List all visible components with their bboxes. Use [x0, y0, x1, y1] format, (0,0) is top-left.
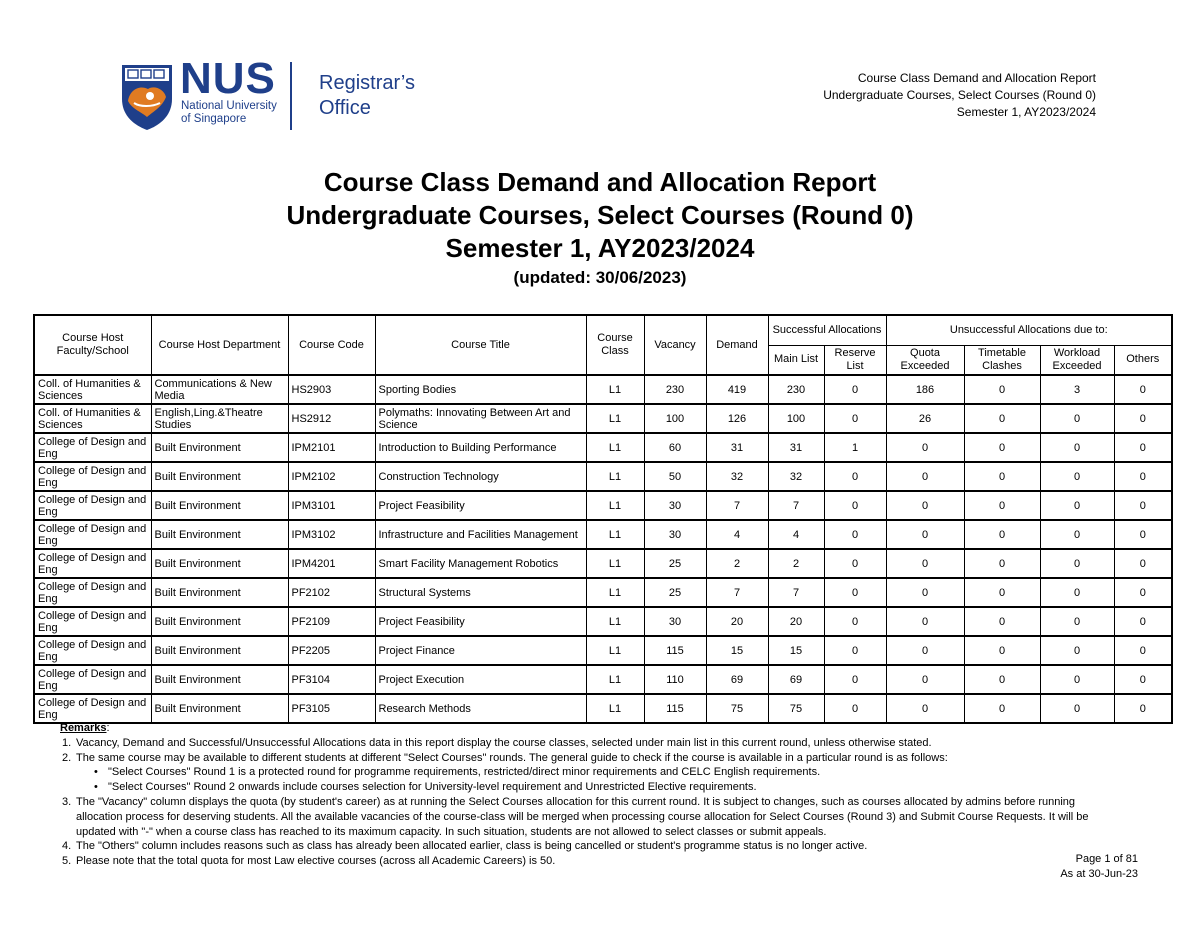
cell-course-code: IPM3102: [288, 520, 375, 549]
remark-number: 5.: [62, 855, 72, 868]
cell-workload-exceeded: 3: [1040, 375, 1114, 404]
header-main-list: Main List: [768, 345, 824, 375]
cell-vacancy: 30: [644, 491, 706, 520]
cell-vacancy: 115: [644, 636, 706, 665]
table-row: [34, 636, 1172, 665]
cell-main-list: 100: [768, 404, 824, 433]
cell-department: Built Environment: [151, 549, 288, 578]
cell-demand: 75: [706, 694, 768, 723]
cell-quota-exceeded: 0: [886, 694, 964, 723]
office-name-line2: Office: [319, 97, 371, 119]
cell-faculty: Coll. of Humanities & Sciences: [34, 375, 151, 404]
cell-reserve-list: 0: [824, 636, 886, 665]
cell-quota-exceeded: 0: [886, 491, 964, 520]
remarks-colon: :: [106, 722, 110, 734]
as-at-date: As at 30-Jun-23: [1060, 867, 1138, 880]
cell-course-title: Project Feasibility: [375, 491, 586, 520]
updated-date: (updated: 30/06/2023): [513, 268, 687, 287]
remark-bullet: [60, 765, 1140, 780]
cell-course-class: L1: [586, 433, 644, 462]
remark-item: [60, 795, 1100, 839]
cell-reserve-list: 0: [824, 375, 886, 404]
cell-others: 0: [1114, 636, 1172, 665]
cell-course-class: L1: [586, 665, 644, 694]
remark-number: 2.: [62, 751, 72, 764]
cell-vacancy: 60: [644, 433, 706, 462]
cell-faculty: College of Design and Eng: [34, 491, 151, 520]
cell-demand: 126: [706, 404, 768, 433]
cell-demand: 20: [706, 607, 768, 636]
header-demand: Demand: [706, 315, 768, 375]
table-row: [34, 375, 1172, 404]
cell-department: Built Environment: [151, 607, 288, 636]
cell-main-list: 20: [768, 607, 824, 636]
cell-course-class: L1: [586, 462, 644, 491]
cell-timetable-clashes: 0: [964, 665, 1040, 694]
bullet-icon: •: [94, 766, 98, 779]
cell-reserve-list: 0: [824, 462, 886, 491]
header-course-code: Course Code: [288, 315, 375, 375]
cell-demand: 2: [706, 549, 768, 578]
cell-quota-exceeded: 0: [886, 520, 964, 549]
cell-faculty: College of Design and Eng: [34, 549, 151, 578]
cell-faculty: College of Design and Eng: [34, 607, 151, 636]
cell-workload-exceeded: 0: [1040, 665, 1114, 694]
header-vacancy: Vacancy: [644, 315, 706, 375]
nus-registrar-logo: [120, 54, 440, 136]
remarks-label: Remarks: [60, 722, 107, 734]
cell-vacancy: 110: [644, 665, 706, 694]
remark-text: The "Vacancy" column displays the quota (by student's career) as at running the Select Courses allocation for this current round. It is subject to changes, such as courses allocated by admins before running allocation process for deserving students. All the available vacancies of the course-class will be merged when processing course allocation for Select Courses (Round 3) and Submit Course Requests. It will be updated with "-" when a course class has reached to its maximum capacity. In such situation, students are not allowed to select classes or submit appeals.: [76, 795, 1089, 838]
cell-course-code: PF3104: [288, 665, 375, 694]
running-header-line2: Undergraduate Courses, Select Courses (Round 0): [823, 88, 1096, 102]
header-faculty: Course Host Faculty/School: [34, 315, 151, 375]
cell-reserve-list: 0: [824, 665, 886, 694]
bullet-icon: •: [94, 781, 98, 794]
remark-bullet-text: "Select Courses" Round 1 is a protected round for programme requirements, restricted/direct minor requirements and CELC English requirements.: [108, 766, 821, 779]
cell-timetable-clashes: 0: [964, 607, 1040, 636]
cell-vacancy: 50: [644, 462, 706, 491]
title-line3: Semester 1, AY2023/2024: [445, 233, 755, 263]
university-name-line1: National University: [181, 100, 277, 112]
header-timetable-clashes: Timetable Clashes: [964, 345, 1040, 375]
cell-course-code: PF2102: [288, 578, 375, 607]
cell-quota-exceeded: 0: [886, 433, 964, 462]
cell-course-title: Project Feasibility: [375, 607, 586, 636]
page-footer: [1060, 852, 1138, 882]
cell-course-title: Introduction to Building Performance: [375, 433, 586, 462]
header-reserve-list: Reserve List: [824, 345, 886, 375]
cell-vacancy: 115: [644, 694, 706, 723]
cell-faculty: College of Design and Eng: [34, 665, 151, 694]
cell-course-title: Construction Technology: [375, 462, 586, 491]
cell-quota-exceeded: 0: [886, 462, 964, 491]
remark-number: 3.: [62, 795, 72, 808]
cell-demand: 7: [706, 491, 768, 520]
cell-timetable-clashes: 0: [964, 578, 1040, 607]
cell-quota-exceeded: 186: [886, 375, 964, 404]
cell-course-code: IPM2101: [288, 433, 375, 462]
cell-vacancy: 30: [644, 520, 706, 549]
cell-workload-exceeded: 0: [1040, 607, 1114, 636]
cell-reserve-list: 0: [824, 520, 886, 549]
remarks-section: [60, 721, 1140, 869]
university-name-line2: of Singapore: [181, 113, 247, 125]
title-line1: Course Class Demand and Allocation Report: [323, 167, 877, 197]
cell-main-list: 230: [768, 375, 824, 404]
header-unsuccessful-allocations: Unsuccessful Allocations due to:: [886, 315, 1172, 345]
cell-faculty: College of Design and Eng: [34, 433, 151, 462]
cell-quota-exceeded: 0: [886, 665, 964, 694]
cell-faculty: College of Design and Eng: [34, 578, 151, 607]
header-course-class: Course Class: [586, 315, 644, 375]
header-quota-exceeded: Quota Exceeded: [886, 345, 964, 375]
cell-reserve-list: 1: [824, 433, 886, 462]
cell-timetable-clashes: 0: [964, 694, 1040, 723]
cell-others: 0: [1114, 433, 1172, 462]
cell-course-code: PF2109: [288, 607, 375, 636]
cell-vacancy: 230: [644, 375, 706, 404]
cell-department: English,Ling.&Theatre Studies: [151, 404, 288, 433]
cell-course-code: IPM4201: [288, 549, 375, 578]
cell-reserve-list: 0: [824, 578, 886, 607]
running-header: [823, 70, 1096, 121]
cell-quota-exceeded: 0: [886, 578, 964, 607]
cell-reserve-list: 0: [824, 491, 886, 520]
cell-faculty: Coll. of Humanities & Sciences: [34, 404, 151, 433]
remark-item: [60, 736, 1140, 751]
running-header-line3: Semester 1, AY2023/2024: [956, 105, 1096, 119]
cell-course-code: HS2903: [288, 375, 375, 404]
cell-course-title: Sporting Bodies: [375, 375, 586, 404]
cell-main-list: 2: [768, 549, 824, 578]
cell-course-title: Project Finance: [375, 636, 586, 665]
cell-main-list: 15: [768, 636, 824, 665]
office-name-line1: Registrar’s: [319, 72, 415, 94]
cell-others: 0: [1114, 404, 1172, 433]
cell-timetable-clashes: 0: [964, 636, 1040, 665]
remark-item: [60, 839, 1140, 854]
cell-timetable-clashes: 0: [964, 462, 1040, 491]
header-department: Course Host Department: [151, 315, 288, 375]
cell-workload-exceeded: 0: [1040, 462, 1114, 491]
cell-workload-exceeded: 0: [1040, 433, 1114, 462]
cell-demand: 419: [706, 375, 768, 404]
cell-course-class: L1: [586, 636, 644, 665]
cell-others: 0: [1114, 694, 1172, 723]
table-row: [34, 665, 1172, 694]
cell-department: Built Environment: [151, 491, 288, 520]
cell-reserve-list: 0: [824, 694, 886, 723]
page-number: Page 1 of 81: [1075, 853, 1138, 865]
cell-demand: 15: [706, 636, 768, 665]
cell-others: 0: [1114, 665, 1172, 694]
cell-quota-exceeded: 0: [886, 636, 964, 665]
cell-others: 0: [1114, 491, 1172, 520]
cell-course-title: Polymaths: Innovating Between Art and Science: [375, 404, 586, 433]
cell-course-title: Research Methods: [375, 694, 586, 723]
cell-timetable-clashes: 0: [964, 404, 1040, 433]
remark-bullet: [60, 780, 1140, 795]
cell-others: 0: [1114, 607, 1172, 636]
cell-faculty: College of Design and Eng: [34, 520, 151, 549]
cell-department: Communications & New Media: [151, 375, 288, 404]
cell-faculty: College of Design and Eng: [34, 694, 151, 723]
running-header-line1: Course Class Demand and Allocation Report: [857, 71, 1096, 85]
cell-main-list: 7: [768, 491, 824, 520]
cell-course-class: L1: [586, 607, 644, 636]
cell-faculty: College of Design and Eng: [34, 636, 151, 665]
cell-course-class: L1: [586, 694, 644, 723]
cell-course-title: Infrastructure and Facilities Management: [375, 520, 586, 549]
cell-department: Built Environment: [151, 520, 288, 549]
table-body: [34, 375, 1172, 723]
table-row: [34, 491, 1172, 520]
table-row: [34, 549, 1172, 578]
table-row: [34, 520, 1172, 549]
table-row: [34, 433, 1172, 462]
header-course-title: Course Title: [375, 315, 586, 375]
cell-quota-exceeded: 0: [886, 607, 964, 636]
allocation-table: [33, 314, 1173, 724]
cell-demand: 31: [706, 433, 768, 462]
header-others: Others: [1114, 345, 1172, 375]
cell-others: 0: [1114, 549, 1172, 578]
cell-course-class: L1: [586, 404, 644, 433]
cell-reserve-list: 0: [824, 404, 886, 433]
cell-reserve-list: 0: [824, 549, 886, 578]
cell-vacancy: 30: [644, 607, 706, 636]
cell-main-list: 31: [768, 433, 824, 462]
title-line2: Undergraduate Courses, Select Courses (Round 0): [286, 200, 914, 230]
table-row: [34, 404, 1172, 433]
cell-course-title: Project Execution: [375, 665, 586, 694]
cell-course-class: L1: [586, 578, 644, 607]
header-workload-exceeded: Workload Exceeded: [1040, 345, 1114, 375]
cell-main-list: 32: [768, 462, 824, 491]
cell-course-code: IPM3101: [288, 491, 375, 520]
cell-quota-exceeded: 26: [886, 404, 964, 433]
cell-course-class: L1: [586, 549, 644, 578]
cell-vacancy: 25: [644, 549, 706, 578]
cell-workload-exceeded: 0: [1040, 578, 1114, 607]
cell-workload-exceeded: 0: [1040, 636, 1114, 665]
table-row: [34, 462, 1172, 491]
cell-workload-exceeded: 0: [1040, 694, 1114, 723]
report-title: [0, 166, 1200, 289]
cell-timetable-clashes: 0: [964, 549, 1040, 578]
cell-main-list: 4: [768, 520, 824, 549]
cell-course-class: L1: [586, 375, 644, 404]
cell-demand: 7: [706, 578, 768, 607]
remark-text: Please note that the total quota for most Law elective courses (across all Academic Careers) is 50.: [76, 855, 556, 868]
remark-bullet-text: "Select Courses" Round 2 onwards include courses selection for University-level requirement and Unrestricted Elective requirements.: [108, 781, 757, 794]
cell-demand: 4: [706, 520, 768, 549]
cell-department: Built Environment: [151, 578, 288, 607]
cell-demand: 69: [706, 665, 768, 694]
cell-others: 0: [1114, 520, 1172, 549]
nus-crest-icon: [120, 63, 174, 131]
remark-item: [60, 854, 1140, 869]
cell-course-title: Smart Facility Management Robotics: [375, 549, 586, 578]
cell-course-title: Structural Systems: [375, 578, 586, 607]
cell-vacancy: 100: [644, 404, 706, 433]
cell-others: 0: [1114, 375, 1172, 404]
cell-course-code: PF3105: [288, 694, 375, 723]
cell-others: 0: [1114, 578, 1172, 607]
cell-workload-exceeded: 0: [1040, 549, 1114, 578]
remark-number: 1.: [62, 736, 72, 749]
cell-main-list: 69: [768, 665, 824, 694]
remark-text: The "Others" column includes reasons such as class has already been allocated earlier, class is being cancelled or student's programme status is no longer active.: [76, 840, 868, 853]
cell-department: Built Environment: [151, 462, 288, 491]
cell-course-class: L1: [586, 520, 644, 549]
cell-course-class: L1: [586, 491, 644, 520]
cell-timetable-clashes: 0: [964, 520, 1040, 549]
table-row: [34, 607, 1172, 636]
remark-number: 4.: [62, 840, 72, 853]
cell-timetable-clashes: 0: [964, 491, 1040, 520]
nus-wordmark: NUS: [180, 54, 276, 103]
cell-course-code: PF2205: [288, 636, 375, 665]
table-row: [34, 694, 1172, 723]
cell-workload-exceeded: 0: [1040, 491, 1114, 520]
cell-department: Built Environment: [151, 694, 288, 723]
cell-main-list: 7: [768, 578, 824, 607]
cell-main-list: 75: [768, 694, 824, 723]
cell-timetable-clashes: 0: [964, 375, 1040, 404]
table-row: [34, 578, 1172, 607]
cell-course-code: HS2912: [288, 404, 375, 433]
cell-reserve-list: 0: [824, 607, 886, 636]
cell-department: Built Environment: [151, 636, 288, 665]
cell-department: Built Environment: [151, 665, 288, 694]
cell-faculty: College of Design and Eng: [34, 462, 151, 491]
remark-text: Vacancy, Demand and Successful/Unsuccessful Allocations data in this report display the course classes, selected under main list in this current round, unless otherwise stated.: [76, 736, 932, 749]
remark-item: [60, 751, 1140, 766]
cell-others: 0: [1114, 462, 1172, 491]
cell-workload-exceeded: 0: [1040, 404, 1114, 433]
logo-divider: [290, 62, 292, 130]
cell-vacancy: 25: [644, 578, 706, 607]
cell-workload-exceeded: 0: [1040, 520, 1114, 549]
cell-timetable-clashes: 0: [964, 433, 1040, 462]
header-successful-allocations: Successful Allocations: [768, 315, 886, 345]
cell-department: Built Environment: [151, 433, 288, 462]
remark-text: The same course may be available to different students at different "Select Courses" rounds. The general guide to check if the course is available in a particular round is as follows:: [76, 751, 948, 764]
cell-course-code: IPM2102: [288, 462, 375, 491]
cell-quota-exceeded: 0: [886, 549, 964, 578]
cell-demand: 32: [706, 462, 768, 491]
